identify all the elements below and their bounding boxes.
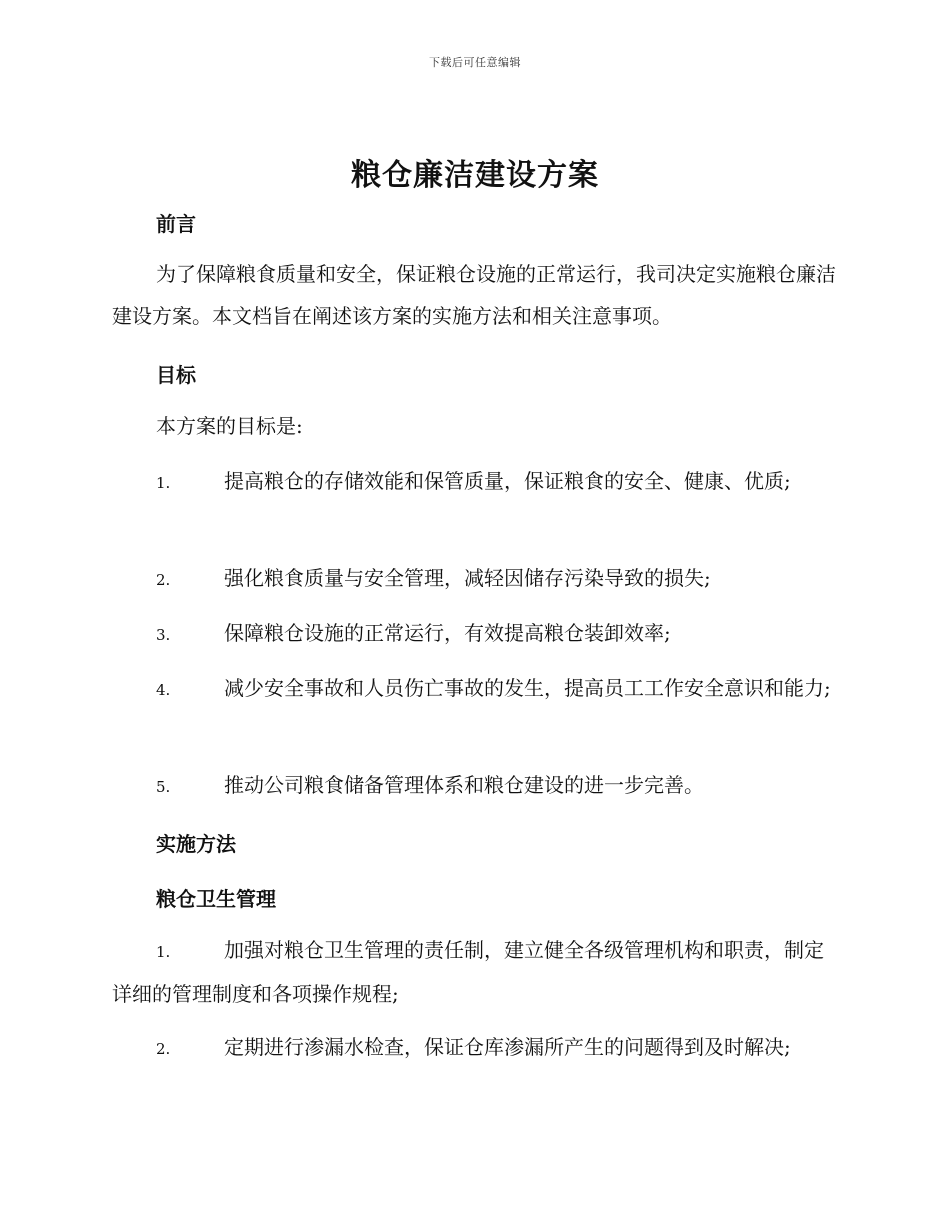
goals-intro: 本方案的目标是:	[156, 414, 303, 438]
heading-granary-hygiene: 粮仓卫生管理	[156, 887, 276, 911]
method-item-1	[112, 929, 840, 1015]
list-text: 强化粮食质量与安全管理，减轻因储存污染导致的损失;	[224, 566, 711, 590]
list-text: 减少安全事故和人员伤亡事故的发生，提高员工工作安全意识和能力;	[224, 676, 831, 700]
document-title: 粮仓廉洁建设方案	[351, 158, 599, 193]
list-number: 1.	[156, 943, 171, 961]
list-number: 4.	[156, 681, 171, 699]
goal-item-1	[112, 460, 840, 504]
goal-item-3	[112, 612, 840, 656]
goal-item-5	[112, 764, 840, 808]
list-text: 保障粮仓设施的正常运行，有效提高粮仓装卸效率;	[224, 621, 671, 645]
preface-paragraph: 为了保障粮食质量和安全，保证粮仓设施的正常运行，我司决定实施粮仓廉洁建设方案。本文档旨在阐述该方案的实施方法和相关注意事项。	[112, 262, 836, 328]
heading-methods: 实施方法	[156, 832, 236, 856]
method-item-2	[112, 1026, 840, 1070]
list-number: 3.	[156, 626, 171, 644]
goal-item-2	[112, 557, 840, 601]
heading-preface: 前言	[156, 212, 196, 236]
header-note: 下载后可任意编辑	[429, 56, 521, 69]
list-number: 1.	[156, 474, 171, 492]
list-text: 推动公司粮食储备管理体系和粮仓建设的进一步完善。	[224, 773, 704, 797]
list-text: 定期进行渗漏水检查，保证仓库渗漏所产生的问题得到及时解决;	[224, 1035, 791, 1059]
list-text: 提高粮仓的存储效能和保管质量，保证粮食的安全、健康、优质;	[224, 469, 791, 493]
list-number: 5.	[156, 778, 171, 796]
goal-item-4	[112, 667, 840, 711]
list-number: 2.	[156, 1040, 171, 1058]
list-number: 2.	[156, 571, 171, 589]
heading-goals: 目标	[156, 363, 196, 387]
list-text: 加强对粮仓卫生管理的责任制，建立健全各级管理机构和职责，制定详细的管理制度和各项操作规程;	[112, 938, 824, 1006]
